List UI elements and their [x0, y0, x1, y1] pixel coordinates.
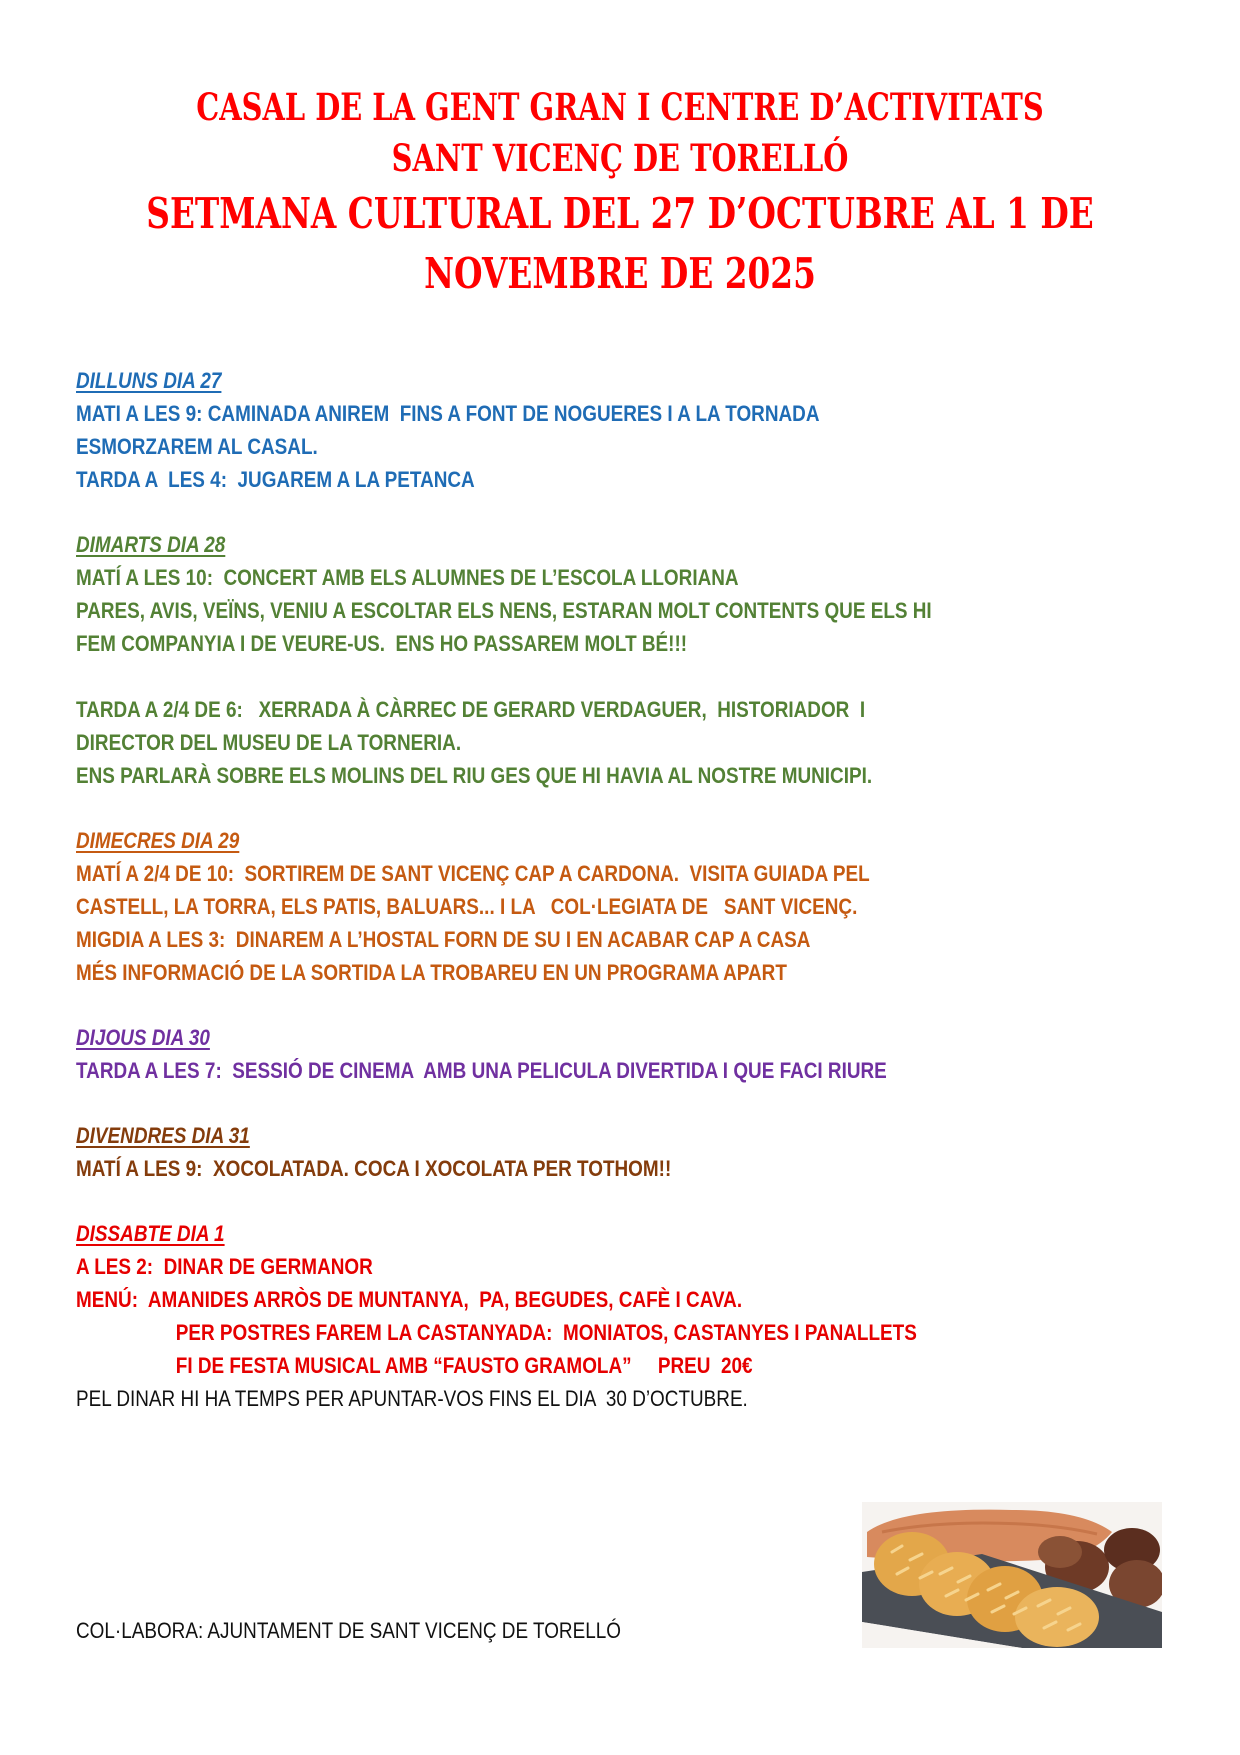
registration-note: PEL DINAR HI HA TEMPS PER APUNTAR-VOS FINS EL DIA 30 D’OCTUBRE. — [76, 1386, 748, 1411]
spacer — [76, 792, 1186, 825]
schedule — [76, 365, 1186, 1415]
activity-line: TARDA A LES 7: SESSIÓ DE CINEMA AMB UNA PELICULA DIVERTIDA I QUE FACI RIURE — [76, 1058, 887, 1083]
page-title — [0, 82, 1240, 304]
title-line-1: CASAL DE LA GENT GRAN I CENTRE D’ACTIVITATS — [196, 85, 1044, 129]
day-heading: DIVENDRES DIA 31 — [76, 1123, 250, 1148]
title-line-3: SETMANA CULTURAL DEL 27 D’OCTUBRE AL 1 DE — [146, 189, 1094, 238]
activity-line: MATÍ A 2/4 DE 10: SORTIREM DE SANT VICENÇ CAP A CARDONA. VISITA GUIADA PEL — [76, 861, 870, 886]
activity-line: PARES, AVIS, VEÏNS, VENIU A ESCOLTAR ELS NENS, ESTARAN MOLT CONTENTS QUE ELS HI — [76, 598, 932, 623]
day-thursday — [76, 1022, 1186, 1087]
activity-line: MATI A LES 9: CAMINADA ANIREM FINS A FONT DE NOGUERES I A LA TORNADA — [76, 401, 820, 426]
activity-line: TARDA A 2/4 DE 6: XERRADA À CÀRREC DE GERARD VERDAGUER, HISTORIADOR I — [76, 697, 866, 722]
day-heading: DIMECRES DIA 29 — [76, 828, 240, 853]
activity-line: ESMORZAREM AL CASAL. — [76, 434, 318, 459]
activity-line: MATÍ A LES 10: CONCERT AMB ELS ALUMNES DE L’ESCOLA LLORIANA — [76, 565, 739, 590]
day-wednesday — [76, 825, 1186, 989]
day-friday — [76, 1120, 1186, 1185]
spacer — [76, 496, 1186, 529]
activity-line: MATÍ A LES 9: XOCOLATADA. COCA I XOCOLATA PER TOTHOM!! — [76, 1156, 672, 1181]
spacer — [76, 989, 1186, 1022]
activity-line: CASTELL, LA TORRA, ELS PATIS, BALUARS... I LA COL·LEGIATA DE SANT VICENÇ. — [76, 894, 858, 919]
day-heading: DIJOUS DIA 30 — [76, 1025, 210, 1050]
title-line-4: NOVEMBRE DE 2025 — [424, 249, 816, 298]
collaborator-footer: COL·LABORA: AJUNTAMENT DE SANT VICENÇ DE TORELLÓ — [76, 1618, 621, 1643]
day-monday — [76, 365, 1186, 496]
activity-line: FEM COMPANYIA I DE VEURE-US. ENS HO PASSAREM MOLT BÉ!!! — [76, 631, 688, 656]
activity-line: MÉS INFORMACIÓ DE LA SORTIDA LA TROBAREU EN UN PROGRAMA APART — [76, 960, 787, 985]
menu-line: PER POSTRES FAREM LA CASTANYADA: MONIATOS, CASTANYES I PANALLETS — [175, 1320, 917, 1345]
activity-line: DIRECTOR DEL MUSEU DE LA TORNERIA. — [76, 730, 462, 755]
day-heading: DIMARTS DIA 28 — [76, 532, 226, 557]
day-saturday — [76, 1218, 1186, 1415]
day-heading: DILLUNS DIA 27 — [76, 368, 222, 393]
spacer — [76, 1087, 1186, 1120]
day-tuesday — [76, 529, 1186, 792]
activity-line: TARDA A LES 4: JUGAREM A LA PETANCA — [76, 467, 475, 492]
spacer — [76, 1185, 1186, 1218]
activity-line: ENS PARLARÀ SOBRE ELS MOLINS DEL RIU GES QUE HI HAVIA AL NOSTRE MUNICIPI. — [76, 763, 873, 788]
panellets-photo — [862, 1502, 1162, 1648]
menu-line: FI DE FESTA MUSICAL AMB “FAUSTO GRAMOLA” PREU 20€ — [175, 1353, 753, 1378]
menu-line: MENÚ: AMANIDES ARRÒS DE MUNTANYA, PA, BEGUDES, CAFÈ I CAVA. — [76, 1287, 743, 1312]
title-line-2: SANT VICENÇ DE TORELLÓ — [391, 136, 849, 180]
panellets-image-icon — [862, 1502, 1162, 1648]
spacer — [76, 660, 1186, 693]
activity-line: A LES 2: DINAR DE GERMANOR — [76, 1254, 373, 1279]
day-heading: DISSABTE DIA 1 — [76, 1221, 225, 1246]
activity-line: MIGDIA A LES 3: DINAREM A L’HOSTAL FORN DE SU I EN ACABAR CAP A CASA — [76, 927, 811, 952]
